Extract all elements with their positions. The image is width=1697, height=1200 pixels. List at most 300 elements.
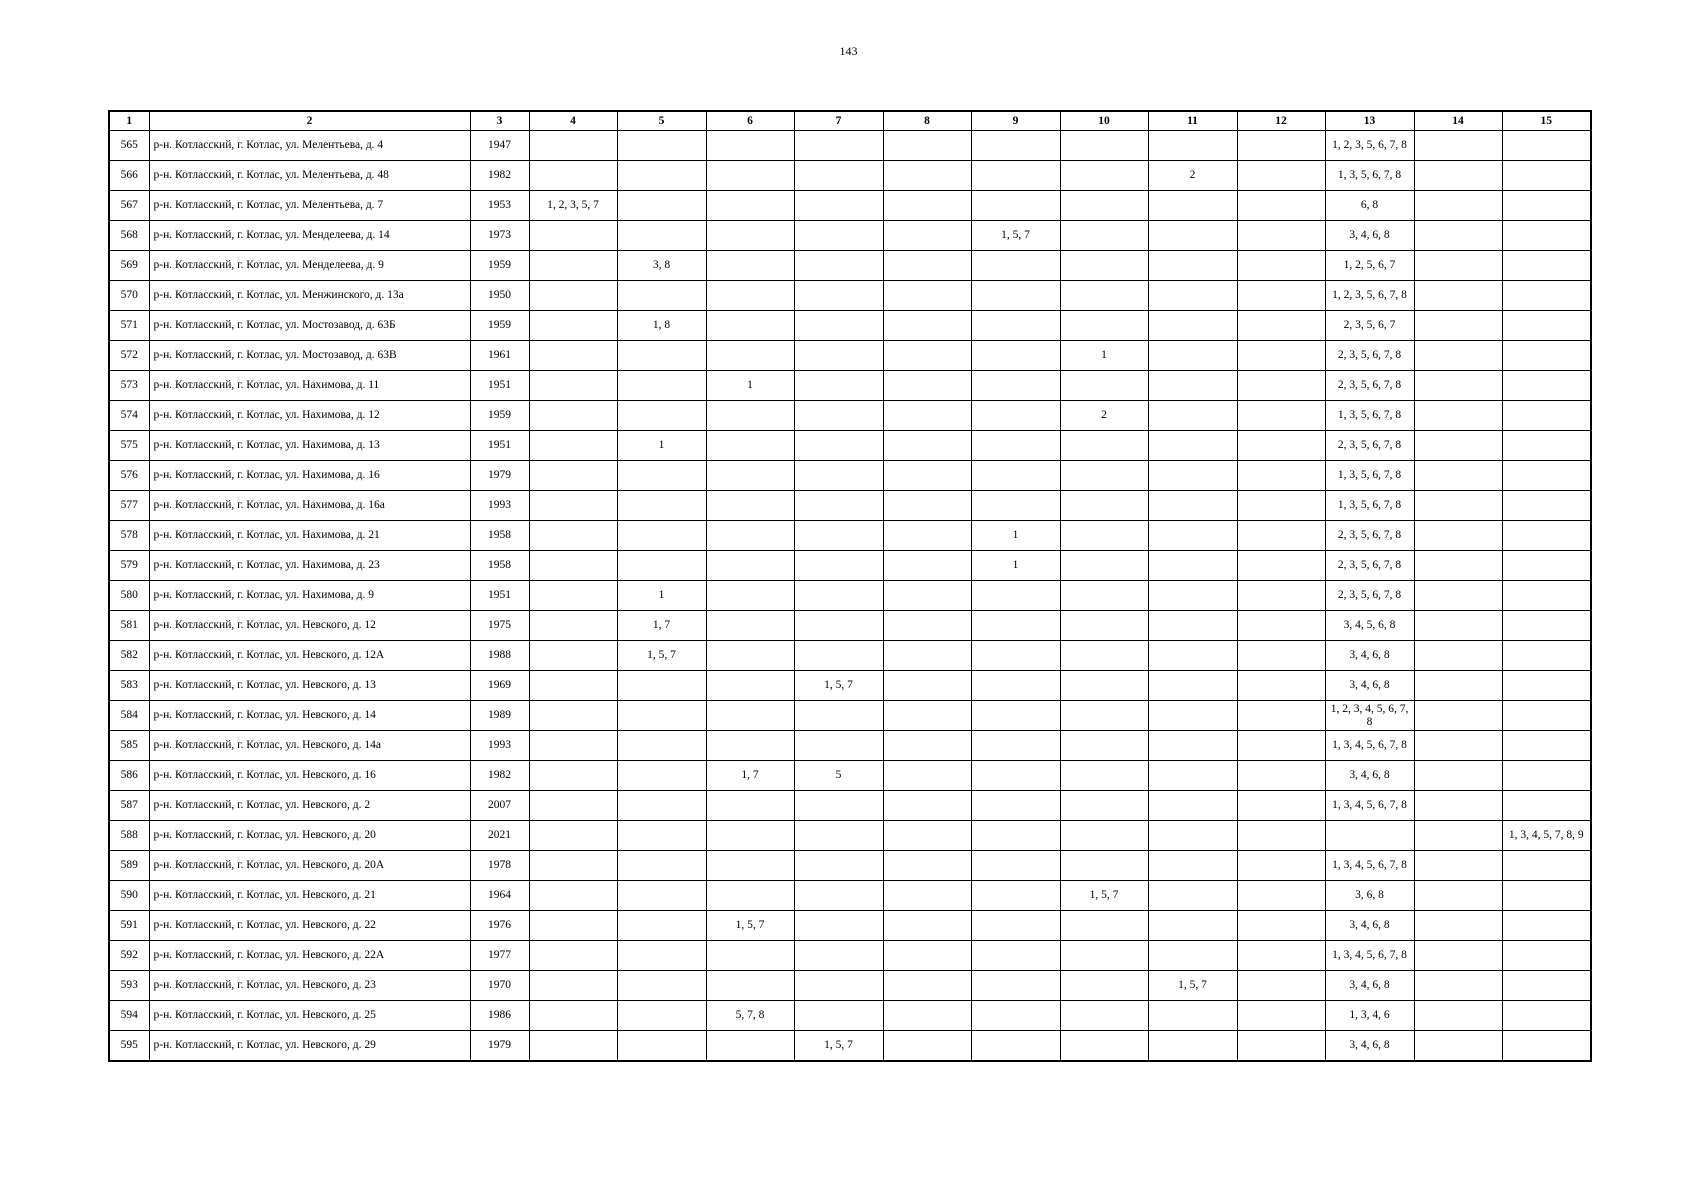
table-cell: [1148, 641, 1237, 671]
table-cell: [971, 791, 1060, 821]
table-row: [109, 1001, 1591, 1031]
table-cell: [1502, 941, 1591, 971]
table-cell: [706, 281, 794, 311]
address-cell: р-н. Котласский, г. Котлас, ул. Нахимова, д. 16а: [149, 491, 470, 521]
table-cell: [883, 191, 971, 221]
table-cell: [1325, 821, 1414, 851]
column-header: 7: [794, 111, 883, 131]
table-cell: [706, 701, 794, 731]
table-cell: [706, 311, 794, 341]
table-cell: [1148, 941, 1237, 971]
table-cell: 3, 4, 5, 6, 8: [1325, 611, 1414, 641]
table-cell: [706, 731, 794, 761]
table-cell: [1414, 941, 1502, 971]
table-cell: [1148, 671, 1237, 701]
table-cell: 3, 4, 6, 8: [1325, 221, 1414, 251]
table-cell: [1237, 851, 1325, 881]
table-cell: [794, 551, 883, 581]
table-cell: [1060, 941, 1148, 971]
table-cell: [1060, 641, 1148, 671]
row-number-cell: 589: [109, 851, 149, 881]
table-cell: [706, 161, 794, 191]
table-cell: 1: [1060, 341, 1148, 371]
table-cell: [1060, 791, 1148, 821]
table-cell: [617, 911, 706, 941]
table-cell: [1148, 461, 1237, 491]
table-cell: [706, 491, 794, 521]
table-cell: [1502, 491, 1591, 521]
table-cell: [1237, 281, 1325, 311]
address-cell: р-н. Котласский, г. Котлас, ул. Мостозавод, д. 63В: [149, 341, 470, 371]
table-row: [109, 701, 1591, 731]
table-cell: [971, 371, 1060, 401]
table-row: [109, 731, 1591, 761]
column-header: 12: [1237, 111, 1325, 131]
table-cell: [883, 131, 971, 161]
column-header: 9: [971, 111, 1060, 131]
table-cell: 2, 3, 5, 6, 7, 8: [1325, 551, 1414, 581]
table-cell: [1502, 371, 1591, 401]
table-cell: [529, 911, 617, 941]
table-row: [109, 401, 1591, 431]
table-cell: [617, 281, 706, 311]
table-cell: [706, 671, 794, 701]
table-cell: [529, 701, 617, 731]
year-cell: 1950: [470, 281, 529, 311]
table-cell: [529, 251, 617, 281]
table-cell: [1414, 251, 1502, 281]
table-cell: [1237, 461, 1325, 491]
table-cell: 1: [971, 551, 1060, 581]
year-cell: 1959: [470, 311, 529, 341]
table-cell: [883, 1001, 971, 1031]
table-cell: [971, 161, 1060, 191]
table-cell: [1502, 431, 1591, 461]
table-cell: [617, 851, 706, 881]
address-cell: р-н. Котласский, г. Котлас, ул. Невского, д. 21: [149, 881, 470, 911]
year-cell: 1958: [470, 521, 529, 551]
table-cell: 1, 8: [617, 311, 706, 341]
row-number-cell: 592: [109, 941, 149, 971]
table-cell: [1237, 371, 1325, 401]
column-header: 6: [706, 111, 794, 131]
table-cell: [529, 1001, 617, 1031]
table-cell: [883, 161, 971, 191]
table-cell: [971, 911, 1060, 941]
table-cell: 1, 3, 5, 6, 7, 8: [1325, 161, 1414, 191]
table-row: [109, 521, 1591, 551]
year-cell: 1958: [470, 551, 529, 581]
table-cell: [1414, 131, 1502, 161]
table-cell: [617, 761, 706, 791]
table-cell: [883, 551, 971, 581]
table-cell: [1148, 341, 1237, 371]
table-cell: [1237, 731, 1325, 761]
table-row: [109, 221, 1591, 251]
table-cell: [883, 371, 971, 401]
table-cell: [883, 791, 971, 821]
table-cell: 1, 3, 4, 5, 6, 7, 8: [1325, 941, 1414, 971]
table-cell: 1, 7: [617, 611, 706, 641]
table-cell: [617, 1001, 706, 1031]
table-cell: [1502, 641, 1591, 671]
table-cell: [706, 341, 794, 371]
year-cell: 1977: [470, 941, 529, 971]
column-header: 8: [883, 111, 971, 131]
year-cell: 1982: [470, 161, 529, 191]
table-cell: [1502, 311, 1591, 341]
table-cell: [1060, 521, 1148, 551]
table-cell: [1414, 791, 1502, 821]
table-cell: [1148, 191, 1237, 221]
table-cell: [1148, 491, 1237, 521]
row-number-cell: 588: [109, 821, 149, 851]
table-cell: [706, 971, 794, 1001]
address-cell: р-н. Котласский, г. Котлас, ул. Мостозавод, д. 63Б: [149, 311, 470, 341]
page-number: 143: [839, 44, 858, 58]
table-cell: 1, 2, 5, 6, 7: [1325, 251, 1414, 281]
table-cell: [1060, 731, 1148, 761]
table-cell: [1148, 221, 1237, 251]
table-cell: [1414, 821, 1502, 851]
table-cell: [1060, 161, 1148, 191]
table-cell: [1502, 161, 1591, 191]
table-cell: 5: [794, 761, 883, 791]
table-cell: [1414, 551, 1502, 581]
table-cell: [529, 671, 617, 701]
table-cell: [1148, 311, 1237, 341]
table-cell: [794, 521, 883, 551]
table-cell: [1148, 611, 1237, 641]
table-cell: 1, 5, 7: [794, 1031, 883, 1062]
table-cell: [529, 881, 617, 911]
table-cell: [1502, 971, 1591, 1001]
table-cell: [794, 131, 883, 161]
table-cell: [794, 881, 883, 911]
table-row: [109, 791, 1591, 821]
year-cell: 1951: [470, 371, 529, 401]
table-cell: [1237, 1031, 1325, 1062]
table-cell: [1502, 1001, 1591, 1031]
column-header: 3: [470, 111, 529, 131]
table-cell: [1502, 281, 1591, 311]
table-cell: [1237, 1001, 1325, 1031]
table-cell: [1060, 1031, 1148, 1062]
table-cell: [1060, 611, 1148, 641]
row-number-cell: 583: [109, 671, 149, 701]
row-number-cell: 576: [109, 461, 149, 491]
table-cell: [529, 1031, 617, 1062]
table-cell: [971, 341, 1060, 371]
table-cell: [971, 401, 1060, 431]
table-cell: [529, 941, 617, 971]
table-cell: [706, 221, 794, 251]
table-cell: [1237, 401, 1325, 431]
table-row: [109, 941, 1591, 971]
table-cell: [1237, 491, 1325, 521]
table-cell: [1502, 911, 1591, 941]
table-cell: 2, 3, 5, 6, 7: [1325, 311, 1414, 341]
table-cell: [971, 881, 1060, 911]
table-cell: [1148, 521, 1237, 551]
address-cell: р-н. Котласский, г. Котлас, ул. Невского, д. 16: [149, 761, 470, 791]
table-cell: [1414, 611, 1502, 641]
table-cell: [794, 821, 883, 851]
table-cell: [794, 341, 883, 371]
row-number-cell: 575: [109, 431, 149, 461]
table-row: [109, 161, 1591, 191]
table-cell: [706, 1031, 794, 1062]
year-cell: 1951: [470, 581, 529, 611]
address-cell: р-н. Котласский, г. Котлас, ул. Невского, д. 20: [149, 821, 470, 851]
table-cell: [1237, 551, 1325, 581]
address-cell: р-н. Котласский, г. Котлас, ул. Невского, д. 25: [149, 1001, 470, 1031]
table-cell: [1414, 971, 1502, 1001]
address-cell: р-н. Котласский, г. Котлас, ул. Нахимова, д. 16: [149, 461, 470, 491]
table-cell: [1060, 491, 1148, 521]
address-cell: р-н. Котласский, г. Котлас, ул. Невского, д. 29: [149, 1031, 470, 1062]
table-row: [109, 371, 1591, 401]
table-cell: [883, 491, 971, 521]
table-cell: [1414, 311, 1502, 341]
table-cell: [529, 731, 617, 761]
table-cell: [883, 311, 971, 341]
table-cell: [794, 611, 883, 641]
table-cell: 1, 5, 7: [1148, 971, 1237, 1001]
row-number-cell: 590: [109, 881, 149, 911]
table-cell: [1414, 461, 1502, 491]
row-number-cell: 578: [109, 521, 149, 551]
table-cell: 2: [1060, 401, 1148, 431]
address-cell: р-н. Котласский, г. Котлас, ул. Мелентьева, д. 4: [149, 131, 470, 161]
table-cell: [1060, 581, 1148, 611]
address-cell: р-н. Котласский, г. Котлас, ул. Невского, д. 14: [149, 701, 470, 731]
year-cell: 1969: [470, 671, 529, 701]
table-cell: 3, 8: [617, 251, 706, 281]
table-cell: [1060, 701, 1148, 731]
table-cell: [1237, 131, 1325, 161]
table-cell: [1237, 881, 1325, 911]
table-cell: [1237, 821, 1325, 851]
address-cell: р-н. Котласский, г. Котлас, ул. Невского, д. 12А: [149, 641, 470, 671]
row-number-cell: 573: [109, 371, 149, 401]
address-cell: р-н. Котласский, г. Котлас, ул. Невского, д. 22А: [149, 941, 470, 971]
table-row: [109, 431, 1591, 461]
table-cell: [1060, 221, 1148, 251]
table-row: [109, 911, 1591, 941]
table-cell: [1414, 731, 1502, 761]
table-cell: [1414, 761, 1502, 791]
row-number-cell: 581: [109, 611, 149, 641]
table-cell: [529, 131, 617, 161]
table-cell: [1148, 131, 1237, 161]
table-cell: 1, 5, 7: [794, 671, 883, 701]
row-number-cell: 593: [109, 971, 149, 1001]
table-cell: [617, 161, 706, 191]
table-cell: [1502, 611, 1591, 641]
table-cell: [971, 191, 1060, 221]
table-cell: [617, 341, 706, 371]
table-cell: [1237, 161, 1325, 191]
table-cell: [1148, 251, 1237, 281]
table-cell: [1237, 971, 1325, 1001]
column-header: 2: [149, 111, 470, 131]
table-cell: [1060, 911, 1148, 941]
table-cell: [1414, 671, 1502, 701]
table-cell: [794, 281, 883, 311]
table-cell: [971, 1001, 1060, 1031]
table-cell: [883, 431, 971, 461]
table-cell: 1: [617, 581, 706, 611]
table-cell: 1, 3, 4, 6: [1325, 1001, 1414, 1031]
address-cell: р-н. Котласский, г. Котлас, ул. Невского, д. 22: [149, 911, 470, 941]
table-cell: 1, 2, 3, 4, 5, 6, 7, 8: [1325, 701, 1414, 731]
address-cell: р-н. Котласский, г. Котлас, ул. Нахимова, д. 9: [149, 581, 470, 611]
table-cell: [529, 821, 617, 851]
row-number-cell: 580: [109, 581, 149, 611]
table-cell: [706, 191, 794, 221]
table-cell: [971, 821, 1060, 851]
table-cell: [529, 371, 617, 401]
table-cell: [1060, 851, 1148, 881]
column-header: 1: [109, 111, 149, 131]
table-cell: [1237, 251, 1325, 281]
table-cell: [1414, 281, 1502, 311]
table-cell: [794, 1001, 883, 1031]
table-cell: [706, 401, 794, 431]
table-cell: [1502, 791, 1591, 821]
table-cell: [1148, 881, 1237, 911]
year-cell: 1951: [470, 431, 529, 461]
table-cell: 3, 4, 6, 8: [1325, 971, 1414, 1001]
table-cell: [794, 491, 883, 521]
table-cell: [971, 671, 1060, 701]
table-cell: [529, 221, 617, 251]
table-cell: [794, 401, 883, 431]
table-cell: [971, 281, 1060, 311]
table-cell: [1414, 371, 1502, 401]
address-cell: р-н. Котласский, г. Котлас, ул. Нахимова, д. 12: [149, 401, 470, 431]
table-cell: [883, 851, 971, 881]
table-row: [109, 251, 1591, 281]
table-cell: [1148, 701, 1237, 731]
table-row: [109, 761, 1591, 791]
row-number-cell: 579: [109, 551, 149, 581]
year-cell: 1953: [470, 191, 529, 221]
table-cell: [529, 761, 617, 791]
row-number-cell: 585: [109, 731, 149, 761]
table-row: [109, 611, 1591, 641]
year-cell: 2007: [470, 791, 529, 821]
row-number-cell: 594: [109, 1001, 149, 1031]
table-header-row: [109, 111, 1591, 131]
table-cell: [1414, 1031, 1502, 1062]
table-cell: [706, 581, 794, 611]
table-cell: [1148, 791, 1237, 821]
table-cell: [1148, 281, 1237, 311]
table-cell: [706, 851, 794, 881]
row-number-cell: 565: [109, 131, 149, 161]
table-cell: [706, 461, 794, 491]
year-cell: 1978: [470, 851, 529, 881]
table-cell: [1414, 521, 1502, 551]
table-cell: 1: [617, 431, 706, 461]
row-number-cell: 577: [109, 491, 149, 521]
table-cell: [1414, 911, 1502, 941]
row-number-cell: 591: [109, 911, 149, 941]
table-cell: [1237, 941, 1325, 971]
table-cell: [706, 431, 794, 461]
table-cell: [1414, 701, 1502, 731]
table-cell: [617, 191, 706, 221]
table-cell: [1148, 401, 1237, 431]
column-header: 10: [1060, 111, 1148, 131]
table-cell: [1237, 911, 1325, 941]
table-cell: [617, 881, 706, 911]
table-cell: [971, 251, 1060, 281]
table-row: [109, 821, 1591, 851]
table-cell: 6, 8: [1325, 191, 1414, 221]
column-header: 5: [617, 111, 706, 131]
year-cell: 1973: [470, 221, 529, 251]
table-cell: 1: [706, 371, 794, 401]
table-cell: [883, 761, 971, 791]
table-cell: [1237, 701, 1325, 731]
table-cell: 1, 3, 5, 6, 7, 8: [1325, 401, 1414, 431]
table-cell: 3, 4, 6, 8: [1325, 671, 1414, 701]
table-cell: [971, 941, 1060, 971]
table-cell: [529, 521, 617, 551]
table-cell: [883, 401, 971, 431]
table-cell: [1502, 1031, 1591, 1062]
table-cell: [706, 791, 794, 821]
table-cell: [883, 941, 971, 971]
table-cell: [529, 581, 617, 611]
table-row: [109, 671, 1591, 701]
table-cell: [794, 581, 883, 611]
table-cell: [617, 221, 706, 251]
table-cell: [1237, 221, 1325, 251]
table-cell: [971, 1031, 1060, 1062]
table-cell: [794, 941, 883, 971]
table-cell: [529, 341, 617, 371]
table-cell: [1060, 551, 1148, 581]
table-cell: 3, 4, 6, 8: [1325, 911, 1414, 941]
table-cell: [617, 1031, 706, 1062]
table-cell: [794, 431, 883, 461]
table-cell: [529, 641, 617, 671]
table-cell: 1, 5, 7: [617, 641, 706, 671]
table-cell: [617, 941, 706, 971]
table-cell: [971, 461, 1060, 491]
table-row: [109, 491, 1591, 521]
table-cell: [1237, 521, 1325, 551]
address-cell: р-н. Котласский, г. Котлас, ул. Менделеева, д. 9: [149, 251, 470, 281]
table-cell: [1148, 821, 1237, 851]
table-row: [109, 341, 1591, 371]
table-cell: [1148, 911, 1237, 941]
table-cell: [706, 881, 794, 911]
address-cell: р-н. Котласский, г. Котлас, ул. Невского, д. 12: [149, 611, 470, 641]
table-row: [109, 551, 1591, 581]
table-cell: [883, 461, 971, 491]
table-cell: [971, 431, 1060, 461]
table-cell: 1, 5, 7: [971, 221, 1060, 251]
table-cell: [1060, 281, 1148, 311]
table-cell: [971, 701, 1060, 731]
table-cell: [794, 971, 883, 1001]
table-row: [109, 641, 1591, 671]
